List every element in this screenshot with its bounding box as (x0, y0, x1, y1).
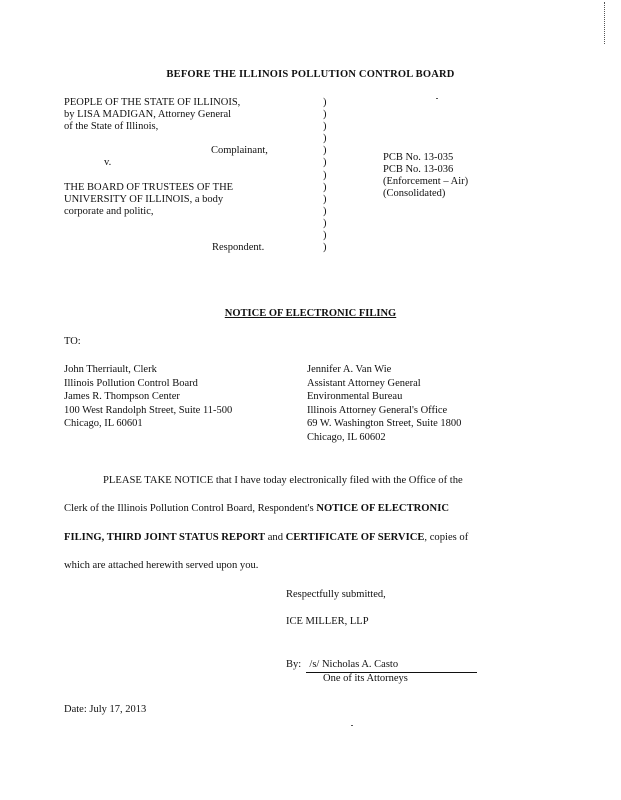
body-text: , copies of (424, 532, 469, 543)
paren: ) (323, 242, 327, 254)
body-line-3 (64, 532, 468, 545)
filed-document-name: CERTIFICATE OF SERVICE (285, 532, 425, 543)
caption-line (64, 218, 268, 230)
address-line: James R. Thompson Center (64, 391, 180, 403)
filed-document-name: NOTICE OF ELECTRONIC (316, 503, 449, 514)
address-line: Illinois Attorney General's Office (307, 404, 448, 416)
paren: ) (323, 133, 327, 145)
paren: ) (323, 205, 327, 217)
paren: ) (323, 169, 327, 181)
body-line-4: which are attached herewith served upon you. (64, 560, 259, 571)
caption-versus: v. (104, 157, 112, 169)
caption-parentheses (323, 97, 327, 254)
case-caption-parties (64, 97, 268, 254)
paren: ) (323, 121, 327, 133)
address-line: Jennifer A. Van Wie (307, 364, 392, 375)
by-label: By: (286, 659, 302, 670)
signer-role: One of its Attorneys (323, 673, 408, 684)
case-number-line: PCB No. 13-036 (383, 164, 454, 176)
caption-complainant: Complainant, (211, 145, 268, 157)
case-type-line: (Enforcement – Air) (383, 176, 469, 188)
to-label: TO: (64, 336, 81, 347)
scan-speck (351, 725, 353, 726)
address-line: Chicago, IL 60602 (307, 431, 386, 443)
address-line: 100 West Randolph Street, Suite 11-500 (64, 404, 233, 416)
paren: ) (323, 145, 327, 157)
paren: ) (323, 230, 327, 242)
filing-date: Date: July 17, 2013 (64, 704, 147, 715)
caption-line (64, 170, 268, 182)
address-line: Assistant Attorney General (307, 377, 421, 389)
address-line: 69 W. Washington Street, Suite 1800 (307, 418, 462, 430)
caption-line: corporate and politic, (64, 205, 154, 217)
address-line: Environmental Bureau (307, 391, 403, 403)
paren: ) (323, 181, 327, 193)
address-line: John Therriault, Clerk (64, 364, 157, 375)
address-line: Chicago, IL 60601 (64, 418, 143, 430)
case-number-line: PCB No. 13-035 (383, 152, 454, 163)
paren: ) (323, 217, 327, 229)
firm-name: ICE MILLER, LLP (286, 616, 369, 627)
paren: ) (323, 109, 327, 121)
signature-line (286, 659, 477, 673)
body-text: Clerk of the Illinois Pollution Control Board, Respondent's (64, 503, 317, 514)
paren: ) (323, 157, 327, 169)
body-line-2 (64, 503, 449, 516)
caption-line: THE BOARD OF TRUSTEES OF THE (64, 181, 234, 193)
caption-line: PEOPLE OF THE STATE OF ILLINOIS, (64, 97, 241, 108)
case-consolidated-line: (Consolidated) (383, 188, 446, 200)
address-line: Illinois Pollution Control Board (64, 377, 198, 389)
caption-line: of the State of Illinois, (64, 121, 159, 133)
recipient-ag-address (307, 364, 461, 446)
notice-title: NOTICE OF ELECTRONIC FILING (224, 308, 397, 319)
scan-margin-mark (604, 2, 608, 44)
caption-line (64, 133, 268, 145)
paren: ) (323, 193, 327, 205)
board-title: BEFORE THE ILLINOIS POLLUTION CONTROL BOARD (166, 69, 455, 80)
paren: ) (323, 97, 327, 108)
closing: Respectfully submitted, (286, 589, 386, 600)
filed-document-name: FILING, THIRD JOINT STATUS REPORT (64, 532, 266, 543)
body-text: and (265, 532, 286, 543)
signer-name: /s/ Nicholas A. Casto (306, 659, 477, 673)
case-numbers (383, 152, 468, 200)
caption-line: by LISA MADIGAN, Attorney General (64, 109, 232, 121)
caption-respondent: Respondent. (212, 242, 265, 254)
caption-line: UNIVERSITY OF ILLINOIS, a body (64, 193, 224, 205)
scan-speck (436, 98, 438, 99)
caption-line (64, 230, 268, 242)
recipient-clerk-address (64, 364, 232, 432)
body-line-1: PLEASE TAKE NOTICE that I have today electronically filed with the Office of the (103, 475, 463, 486)
